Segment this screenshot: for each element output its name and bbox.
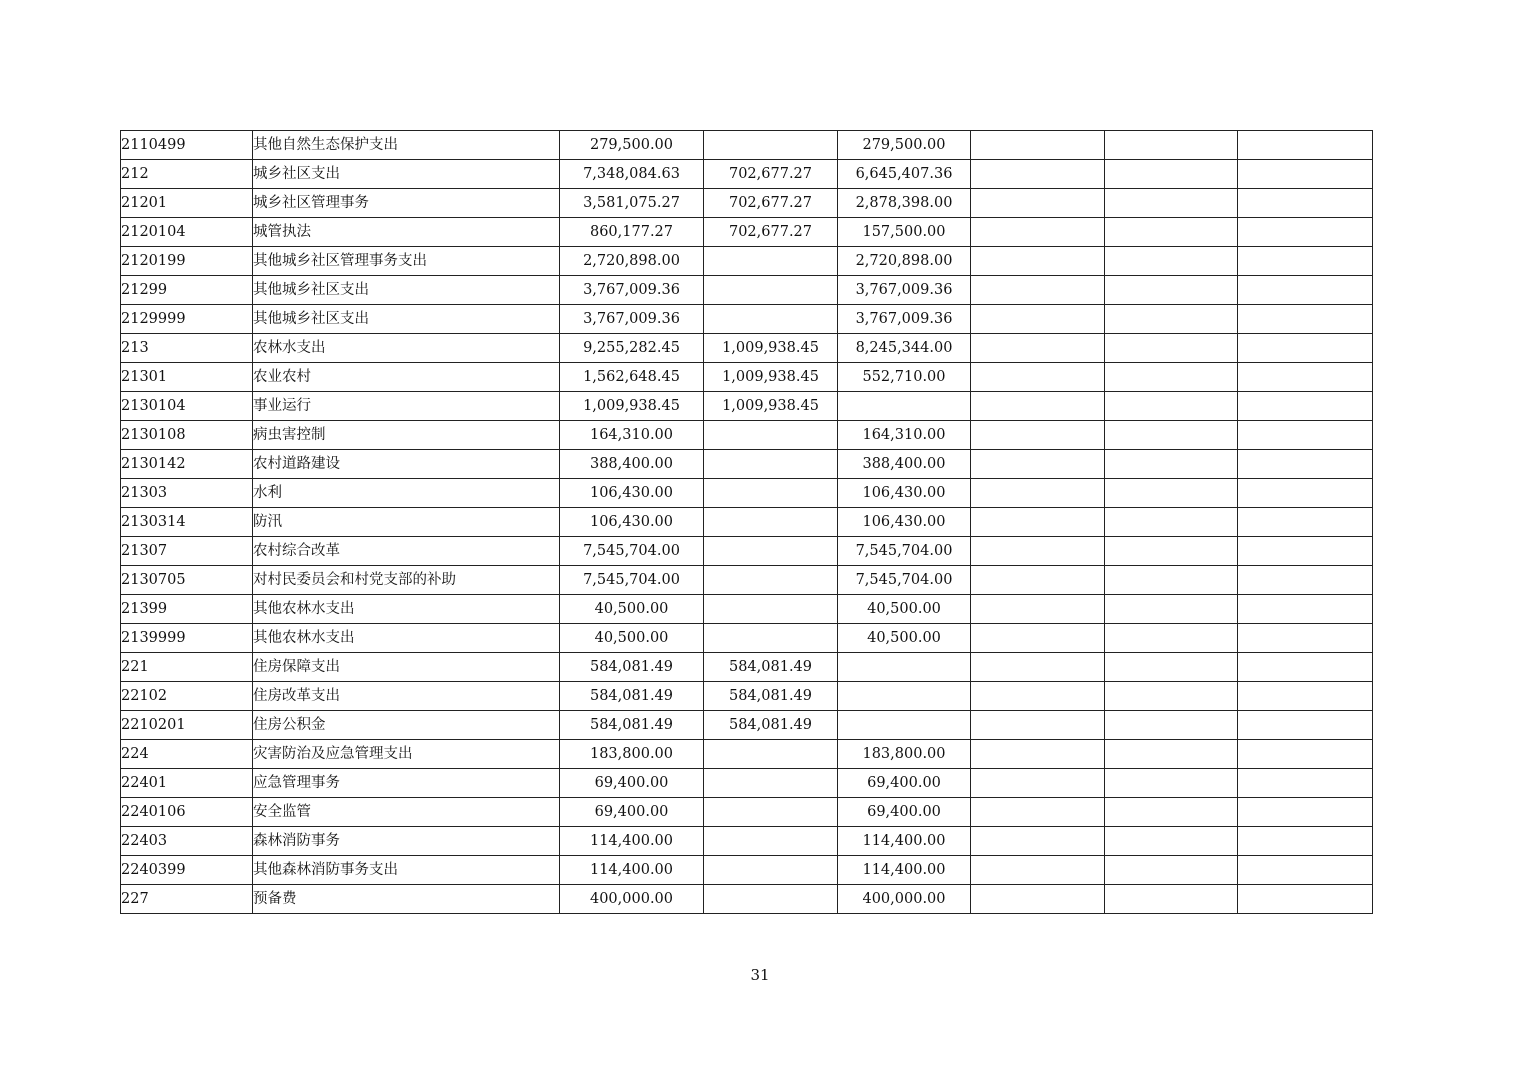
empty-cell [1238, 189, 1373, 218]
subject-name-cell: 病虫害控制 [253, 421, 560, 450]
project-expenditure-cell: 106,430.00 [838, 479, 971, 508]
empty-cell [1105, 682, 1238, 711]
total-cell: 183,800.00 [560, 740, 704, 769]
empty-cell [1238, 508, 1373, 537]
subject-name-cell: 安全监管 [253, 798, 560, 827]
subject-code-cell: 212 [121, 160, 253, 189]
empty-cell [971, 160, 1105, 189]
total-cell: 1,009,938.45 [560, 392, 704, 421]
basic-expenditure-cell [704, 566, 838, 595]
table-row [121, 276, 1373, 305]
empty-cell [971, 740, 1105, 769]
empty-cell [971, 798, 1105, 827]
basic-expenditure-cell [704, 740, 838, 769]
project-expenditure-cell: 3,767,009.36 [838, 276, 971, 305]
empty-cell [971, 131, 1105, 160]
subject-name-cell: 住房改革支出 [253, 682, 560, 711]
subject-code-cell: 2240106 [121, 798, 253, 827]
empty-cell [971, 827, 1105, 856]
empty-cell [971, 769, 1105, 798]
empty-cell [1238, 450, 1373, 479]
empty-cell [1105, 363, 1238, 392]
total-cell: 69,400.00 [560, 798, 704, 827]
basic-expenditure-cell [704, 421, 838, 450]
total-cell: 106,430.00 [560, 508, 704, 537]
subject-code-cell: 2120199 [121, 247, 253, 276]
empty-cell [1238, 856, 1373, 885]
subject-name-cell: 其他城乡社区管理事务支出 [253, 247, 560, 276]
subject-code-cell: 21307 [121, 537, 253, 566]
basic-expenditure-cell: 702,677.27 [704, 189, 838, 218]
total-cell: 1,562,648.45 [560, 363, 704, 392]
table-row [121, 537, 1373, 566]
subject-code-cell: 22403 [121, 827, 253, 856]
project-expenditure-cell: 106,430.00 [838, 508, 971, 537]
basic-expenditure-cell [704, 827, 838, 856]
subject-name-cell: 住房公积金 [253, 711, 560, 740]
subject-name-cell: 事业运行 [253, 392, 560, 421]
empty-cell [1105, 131, 1238, 160]
basic-expenditure-cell: 1,009,938.45 [704, 334, 838, 363]
project-expenditure-cell [838, 653, 971, 682]
table-row [121, 711, 1373, 740]
basic-expenditure-cell [704, 450, 838, 479]
table-row [121, 131, 1373, 160]
subject-code-cell: 21299 [121, 276, 253, 305]
subject-code-cell: 2120104 [121, 218, 253, 247]
subject-code-cell: 21303 [121, 479, 253, 508]
project-expenditure-cell [838, 392, 971, 421]
total-cell: 114,400.00 [560, 856, 704, 885]
empty-cell [1238, 479, 1373, 508]
subject-name-cell: 城乡社区支出 [253, 160, 560, 189]
empty-cell [1238, 305, 1373, 334]
empty-cell [1238, 160, 1373, 189]
empty-cell [1238, 421, 1373, 450]
empty-cell [971, 276, 1105, 305]
total-cell: 40,500.00 [560, 624, 704, 653]
total-cell: 584,081.49 [560, 711, 704, 740]
empty-cell [971, 421, 1105, 450]
table-row [121, 160, 1373, 189]
subject-name-cell: 其他森林消防事务支出 [253, 856, 560, 885]
total-cell: 279,500.00 [560, 131, 704, 160]
project-expenditure-cell: 400,000.00 [838, 885, 971, 914]
empty-cell [971, 537, 1105, 566]
project-expenditure-cell [838, 682, 971, 711]
table-row [121, 479, 1373, 508]
empty-cell [1105, 798, 1238, 827]
table-body [121, 131, 1373, 914]
total-cell: 7,348,084.63 [560, 160, 704, 189]
subject-code-cell: 2130705 [121, 566, 253, 595]
empty-cell [971, 247, 1105, 276]
subject-name-cell: 城管执法 [253, 218, 560, 247]
empty-cell [1238, 769, 1373, 798]
table-row [121, 566, 1373, 595]
subject-code-cell: 2240399 [121, 856, 253, 885]
project-expenditure-cell: 8,245,344.00 [838, 334, 971, 363]
total-cell: 9,255,282.45 [560, 334, 704, 363]
subject-code-cell: 2129999 [121, 305, 253, 334]
total-cell: 3,767,009.36 [560, 305, 704, 334]
basic-expenditure-cell: 584,081.49 [704, 653, 838, 682]
empty-cell [1238, 595, 1373, 624]
empty-cell [1238, 566, 1373, 595]
subject-code-cell: 2110499 [121, 131, 253, 160]
subject-name-cell: 其他农林水支出 [253, 624, 560, 653]
table-row [121, 189, 1373, 218]
table-row [121, 653, 1373, 682]
empty-cell [1238, 653, 1373, 682]
empty-cell [1238, 131, 1373, 160]
table-row [121, 769, 1373, 798]
basic-expenditure-cell [704, 537, 838, 566]
empty-cell [971, 856, 1105, 885]
total-cell: 584,081.49 [560, 682, 704, 711]
subject-name-cell: 灾害防治及应急管理支出 [253, 740, 560, 769]
subject-code-cell: 2130314 [121, 508, 253, 537]
empty-cell [1238, 392, 1373, 421]
empty-cell [971, 595, 1105, 624]
project-expenditure-cell: 183,800.00 [838, 740, 971, 769]
empty-cell [1105, 218, 1238, 247]
subject-name-cell: 对村民委员会和村党支部的补助 [253, 566, 560, 595]
empty-cell [1105, 827, 1238, 856]
subject-name-cell: 其他城乡社区支出 [253, 305, 560, 334]
empty-cell [971, 450, 1105, 479]
project-expenditure-cell: 552,710.00 [838, 363, 971, 392]
subject-code-cell: 21399 [121, 595, 253, 624]
project-expenditure-cell: 388,400.00 [838, 450, 971, 479]
empty-cell [1238, 711, 1373, 740]
empty-cell [1105, 711, 1238, 740]
basic-expenditure-cell [704, 479, 838, 508]
empty-cell [971, 334, 1105, 363]
table-row [121, 218, 1373, 247]
subject-code-cell: 2130142 [121, 450, 253, 479]
empty-cell [971, 682, 1105, 711]
table-row [121, 856, 1373, 885]
empty-cell [971, 508, 1105, 537]
basic-expenditure-cell [704, 769, 838, 798]
empty-cell [1238, 218, 1373, 247]
table-row [121, 247, 1373, 276]
subject-code-cell: 227 [121, 885, 253, 914]
total-cell: 106,430.00 [560, 479, 704, 508]
empty-cell [1105, 508, 1238, 537]
empty-cell [1238, 334, 1373, 363]
total-cell: 69,400.00 [560, 769, 704, 798]
empty-cell [1105, 740, 1238, 769]
empty-cell [1238, 247, 1373, 276]
empty-cell [1105, 334, 1238, 363]
empty-cell [1105, 856, 1238, 885]
empty-cell [1105, 421, 1238, 450]
subject-name-cell: 住房保障支出 [253, 653, 560, 682]
page-number: 31 [750, 966, 770, 984]
subject-code-cell: 221 [121, 653, 253, 682]
subject-name-cell: 预备费 [253, 885, 560, 914]
empty-cell [1238, 885, 1373, 914]
empty-cell [1105, 566, 1238, 595]
total-cell: 3,581,075.27 [560, 189, 704, 218]
project-expenditure-cell: 40,500.00 [838, 595, 971, 624]
empty-cell [971, 624, 1105, 653]
table-row [121, 595, 1373, 624]
project-expenditure-cell: 164,310.00 [838, 421, 971, 450]
empty-cell [1105, 653, 1238, 682]
subject-name-cell: 农业农村 [253, 363, 560, 392]
empty-cell [1105, 479, 1238, 508]
subject-name-cell: 农村综合改革 [253, 537, 560, 566]
empty-cell [1105, 885, 1238, 914]
project-expenditure-cell: 114,400.00 [838, 856, 971, 885]
table-row [121, 305, 1373, 334]
project-expenditure-cell: 2,878,398.00 [838, 189, 971, 218]
project-expenditure-cell: 7,545,704.00 [838, 537, 971, 566]
empty-cell [1105, 624, 1238, 653]
empty-cell [1105, 276, 1238, 305]
basic-expenditure-cell [704, 595, 838, 624]
total-cell: 2,720,898.00 [560, 247, 704, 276]
project-expenditure-cell: 3,767,009.36 [838, 305, 971, 334]
total-cell: 860,177.27 [560, 218, 704, 247]
empty-cell [1105, 392, 1238, 421]
subject-name-cell: 其他自然生态保护支出 [253, 131, 560, 160]
subject-name-cell: 水利 [253, 479, 560, 508]
table-row [121, 334, 1373, 363]
table-row [121, 740, 1373, 769]
empty-cell [1105, 160, 1238, 189]
total-cell: 164,310.00 [560, 421, 704, 450]
empty-cell [1105, 189, 1238, 218]
empty-cell [971, 189, 1105, 218]
basic-expenditure-cell [704, 798, 838, 827]
empty-cell [1105, 537, 1238, 566]
project-expenditure-cell: 157,500.00 [838, 218, 971, 247]
subject-name-cell: 应急管理事务 [253, 769, 560, 798]
empty-cell [971, 305, 1105, 334]
total-cell: 388,400.00 [560, 450, 704, 479]
empty-cell [1105, 450, 1238, 479]
subject-code-cell: 2210201 [121, 711, 253, 740]
table-row [121, 421, 1373, 450]
empty-cell [971, 363, 1105, 392]
total-cell: 7,545,704.00 [560, 537, 704, 566]
table-row [121, 508, 1373, 537]
empty-cell [971, 479, 1105, 508]
empty-cell [1238, 537, 1373, 566]
empty-cell [1238, 798, 1373, 827]
basic-expenditure-cell [704, 276, 838, 305]
table-row [121, 827, 1373, 856]
table-row [121, 885, 1373, 914]
project-expenditure-cell: 114,400.00 [838, 827, 971, 856]
basic-expenditure-cell [704, 885, 838, 914]
subject-name-cell: 其他农林水支出 [253, 595, 560, 624]
project-expenditure-cell: 6,645,407.36 [838, 160, 971, 189]
basic-expenditure-cell: 702,677.27 [704, 160, 838, 189]
basic-expenditure-cell: 584,081.49 [704, 682, 838, 711]
total-cell: 3,767,009.36 [560, 276, 704, 305]
empty-cell [1105, 247, 1238, 276]
subject-code-cell: 224 [121, 740, 253, 769]
basic-expenditure-cell: 584,081.49 [704, 711, 838, 740]
subject-code-cell: 2130108 [121, 421, 253, 450]
subject-name-cell: 农村道路建设 [253, 450, 560, 479]
subject-code-cell: 22102 [121, 682, 253, 711]
empty-cell [971, 885, 1105, 914]
empty-cell [1238, 740, 1373, 769]
empty-cell [1105, 595, 1238, 624]
subject-code-cell: 2139999 [121, 624, 253, 653]
table-row [121, 450, 1373, 479]
subject-code-cell: 21201 [121, 189, 253, 218]
table-row [121, 798, 1373, 827]
project-expenditure-cell: 69,400.00 [838, 798, 971, 827]
total-cell: 40,500.00 [560, 595, 704, 624]
basic-expenditure-cell [704, 508, 838, 537]
subject-name-cell: 其他城乡社区支出 [253, 276, 560, 305]
subject-code-cell: 213 [121, 334, 253, 363]
table-row [121, 363, 1373, 392]
subject-code-cell: 2130104 [121, 392, 253, 421]
basic-expenditure-cell: 1,009,938.45 [704, 392, 838, 421]
empty-cell [1238, 624, 1373, 653]
budget-table [120, 130, 1373, 914]
table-row [121, 682, 1373, 711]
empty-cell [971, 392, 1105, 421]
empty-cell [971, 566, 1105, 595]
empty-cell [1238, 276, 1373, 305]
basic-expenditure-cell [704, 131, 838, 160]
empty-cell [1238, 682, 1373, 711]
total-cell: 114,400.00 [560, 827, 704, 856]
subject-name-cell: 防汛 [253, 508, 560, 537]
basic-expenditure-cell: 1,009,938.45 [704, 363, 838, 392]
subject-name-cell: 农林水支出 [253, 334, 560, 363]
empty-cell [1105, 305, 1238, 334]
total-cell: 584,081.49 [560, 653, 704, 682]
empty-cell [1238, 363, 1373, 392]
empty-cell [971, 218, 1105, 247]
empty-cell [1238, 827, 1373, 856]
project-expenditure-cell: 7,545,704.00 [838, 566, 971, 595]
subject-code-cell: 22401 [121, 769, 253, 798]
subject-code-cell: 21301 [121, 363, 253, 392]
table-row [121, 624, 1373, 653]
basic-expenditure-cell: 702,677.27 [704, 218, 838, 247]
project-expenditure-cell: 279,500.00 [838, 131, 971, 160]
total-cell: 7,545,704.00 [560, 566, 704, 595]
subject-name-cell: 森林消防事务 [253, 827, 560, 856]
project-expenditure-cell [838, 711, 971, 740]
basic-expenditure-cell [704, 856, 838, 885]
basic-expenditure-cell [704, 305, 838, 334]
basic-expenditure-cell [704, 624, 838, 653]
project-expenditure-cell: 40,500.00 [838, 624, 971, 653]
project-expenditure-cell: 69,400.00 [838, 769, 971, 798]
table-row [121, 392, 1373, 421]
empty-cell [971, 711, 1105, 740]
project-expenditure-cell: 2,720,898.00 [838, 247, 971, 276]
total-cell: 400,000.00 [560, 885, 704, 914]
subject-name-cell: 城乡社区管理事务 [253, 189, 560, 218]
empty-cell [1105, 769, 1238, 798]
basic-expenditure-cell [704, 247, 838, 276]
empty-cell [971, 653, 1105, 682]
